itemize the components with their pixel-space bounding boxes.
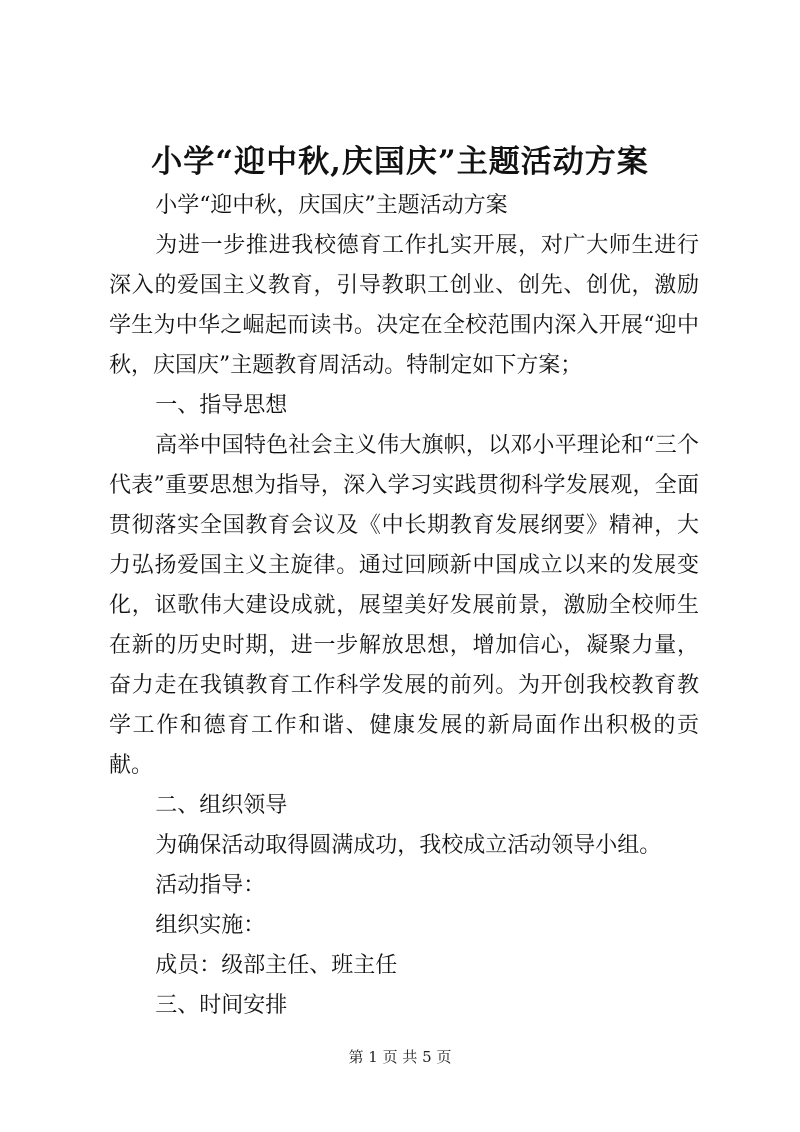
document-body: [109, 186, 699, 1026]
paragraph-implementation: 组织实施：: [155, 913, 266, 938]
paragraph-intro: 为进一步推进我校德育工作扎实开展，对广大师生进行深入的爱国主义教育，引导教职工创业、创先、创优，激励学生为中华之崛起而读书。决定在全校范围内深入开展“迎中秋，庆国庆”主题教育周活动。特制定如下方案；: [109, 233, 699, 378]
paragraph-members: 成员：级部主任、班主任: [155, 953, 398, 978]
document-title: 小学“迎中秋,庆国庆”主题活动方案: [151, 144, 649, 180]
paragraph-organization: 为确保活动取得圆满成功，我校成立活动领导小组。: [155, 833, 662, 858]
page-number-footer: 第 1 页 共 5 页: [348, 1048, 452, 1066]
paragraph-subtitle: 小学“迎中秋，庆国庆”主题活动方案: [155, 193, 508, 218]
paragraph-activity-guidance: 活动指导：: [155, 873, 266, 898]
section-heading-schedule: 三、时间安排: [155, 993, 288, 1018]
section-heading-organization: 二、组织领导: [155, 793, 288, 818]
paragraph-guiding-ideology: 高举中国特色社会主义伟大旗帜，以邓小平理论和“三个代表”重要思想为指导，深入学习实践贯彻科学发展观，全面贯彻落实全国教育会议及《中长期教育发展纲要》精神，大力弘扬爱国主义主旋律。通过回顾新中国成立以来的发展变化，讴歌伟大建设成就，展望美好发展前景，激励全校师生在新的历史时期，进一步解放思想，增加信心，凝聚力量，奋力走在我镇教育工作科学发展的前列。为开创我校教育教学工作和德育工作和谐、健康发展的新局面作出积极的贡献。: [109, 433, 699, 778]
section-heading-guiding-ideology: 一、指导思想: [155, 393, 288, 418]
